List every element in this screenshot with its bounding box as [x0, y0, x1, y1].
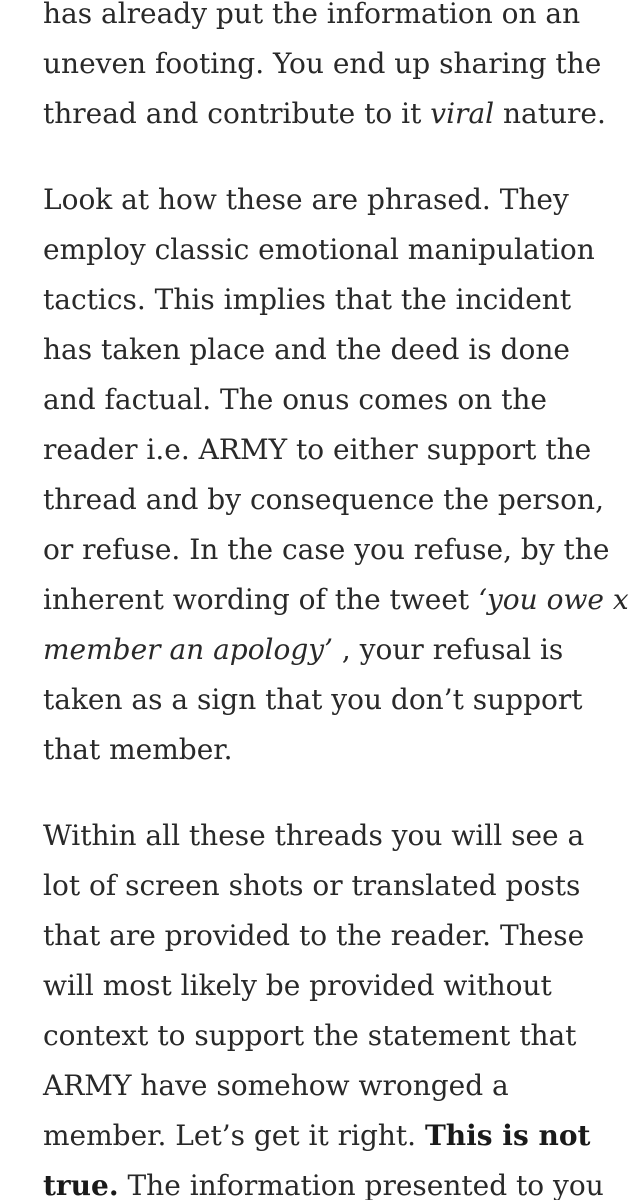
- text-run: reader i.e. ARMY to either support the: [43, 433, 592, 466]
- paragraph-emotional-manipulation: [43, 175, 633, 775]
- text-run: will most likely be provided without: [43, 969, 552, 1002]
- text-line: [43, 425, 633, 475]
- text-run: has taken place and the deed is done: [43, 333, 570, 366]
- text-run: has already put the information on an: [43, 0, 581, 30]
- italic-text: viral: [430, 97, 495, 130]
- text-line: [43, 575, 633, 625]
- text-run: that member.: [43, 733, 233, 766]
- text-run: inherent wording of the tweet: [43, 583, 479, 616]
- text-line: [43, 225, 633, 275]
- text-line: [43, 1061, 633, 1111]
- text-line: [43, 1111, 633, 1161]
- bold-text: true.: [43, 1169, 119, 1200]
- text-run: that are provided to the reader. These: [43, 919, 585, 952]
- text-run: or refuse. In the case you refuse, by the: [43, 533, 610, 566]
- text-run: lot of screen shots or translated posts: [43, 869, 581, 902]
- text-line: [43, 525, 633, 575]
- text-line: [43, 89, 633, 139]
- bold-text: This is not: [424, 1119, 591, 1152]
- text-line: [43, 725, 633, 775]
- text-run: uneven footing. You end up sharing the: [43, 47, 602, 80]
- text-run: context to support the statement that: [43, 1019, 577, 1052]
- text-run: member. Let’s get it right.: [43, 1119, 425, 1152]
- text-run: thread and by consequence the person,: [43, 483, 604, 516]
- text-run: taken as a sign that you don’t support: [43, 683, 583, 716]
- text-line: [43, 275, 633, 325]
- text-run: employ classic emotional manipulation: [43, 233, 595, 266]
- text-line: [43, 0, 633, 39]
- text-line: [43, 39, 633, 89]
- paragraph-viral-nature: [43, 0, 633, 139]
- text-line: [43, 811, 633, 861]
- text-line: [43, 1011, 633, 1061]
- text-line: [43, 175, 633, 225]
- italic-text: ‘you owe x: [478, 583, 629, 616]
- text-line: [43, 1161, 633, 1200]
- text-run: Look at how these are phrased. They: [43, 183, 569, 216]
- text-line: [43, 625, 633, 675]
- text-run: Within all these threads you will see a: [43, 819, 585, 852]
- text-line: [43, 861, 633, 911]
- text-run: tactics. This implies that the incident: [43, 283, 572, 316]
- text-run: nature.: [494, 97, 606, 130]
- paragraph-screenshots-context: [43, 811, 633, 1200]
- text-line: [43, 475, 633, 525]
- text-run: thread and contribute to it: [43, 97, 431, 130]
- italic-text: member an apology’: [43, 633, 334, 666]
- text-line: [43, 911, 633, 961]
- text-run: , your refusal is: [333, 633, 564, 666]
- text-line: [43, 375, 633, 425]
- text-run: ARMY have somehow wronged a: [43, 1069, 509, 1102]
- text-run: The information presented to you: [118, 1169, 604, 1200]
- text-run: and factual. The onus comes on the: [43, 383, 547, 416]
- text-line: [43, 325, 633, 375]
- text-line: [43, 961, 633, 1011]
- text-line: [43, 675, 633, 725]
